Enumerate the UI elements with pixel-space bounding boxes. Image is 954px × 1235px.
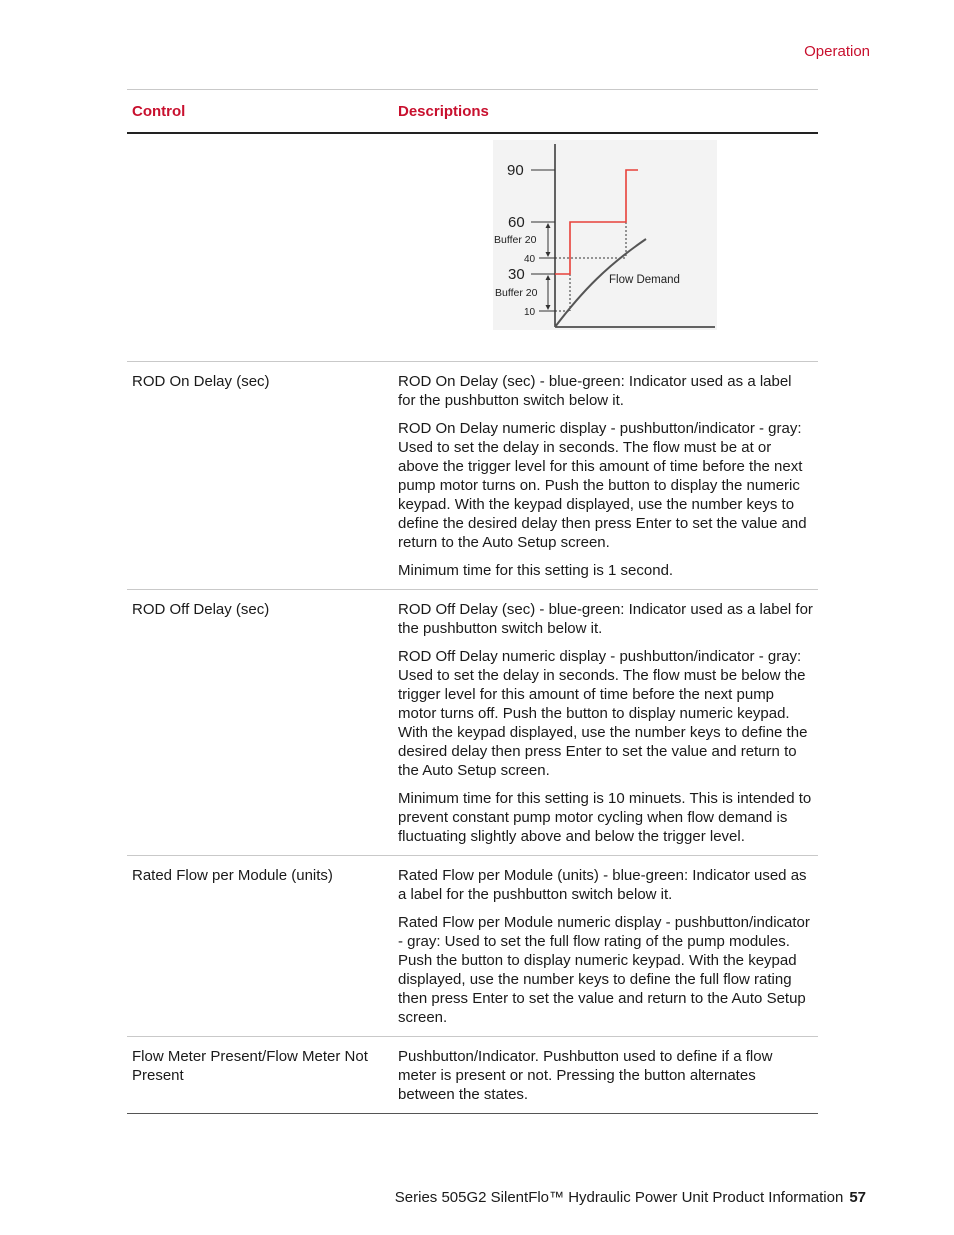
tick-label-30: 30 (508, 266, 525, 283)
table-row (127, 590, 818, 856)
description-paragraph: Rated Flow per Module numeric display - pushbutton/indicator - gray: Used to set the full flow rating of the pump modules. Push the button to display numeric keypad. With the keypad displayed, use the number keys to define the full flow rating then press Enter to set the value and return to the Auto Setup screen. (398, 914, 810, 1026)
page-number: 57 (849, 1189, 866, 1206)
column-header-descriptions: Descriptions (398, 103, 489, 120)
description-paragraph: ROD Off Delay numeric display - pushbutton/indicator - gray: Used to set the delay in seconds. The flow must be below the trigger level for this amount of time before the next pump motor turns off. Push the button to display numeric keypad. With the keypad displayed, use the number keys to define the desired delay then press Enter to set the value and return to the Auto Setup screen. (398, 648, 808, 779)
table-row (127, 1037, 818, 1114)
controls-table (127, 89, 818, 1114)
description (398, 362, 813, 580)
control-name: Flow Meter Present/Flow Meter Not Present (132, 1048, 368, 1084)
running-head-section: Operation (804, 43, 870, 60)
tick-label-90: 90 (507, 162, 524, 179)
page-footer (395, 1189, 866, 1206)
buffer-label-lower: Buffer 20 (495, 287, 538, 299)
control-name: ROD On Delay (sec) (132, 373, 270, 390)
tick-label-40: 40 (524, 254, 536, 265)
table-header (127, 89, 818, 134)
column-header-control: Control (132, 103, 186, 120)
description-paragraph: Pushbutton/Indicator. Pushbutton used to define if a flow meter is present or not. Pressing the button alternates between the states. (398, 1048, 773, 1103)
footer-document-title: Series 505G2 SilentFlo™ Hydraulic Power Unit Product Information (394, 1189, 844, 1206)
tick-label-10: 10 (524, 307, 536, 318)
control-name: ROD Off Delay (sec) (132, 601, 270, 618)
table-row (127, 362, 818, 590)
figure-row (127, 134, 818, 362)
description-paragraph: Minimum time for this setting is 10 minuets. This is intended to prevent constant pump motor cycling when flow demand is fluctuating slightly above and below the trigger level. (398, 790, 812, 845)
tick-label-60: 60 (508, 214, 525, 231)
flow-demand-label: Flow Demand (609, 274, 680, 286)
description-paragraph: Minimum time for this setting is 1 second. (398, 562, 674, 579)
description-paragraph: ROD On Delay (sec) - blue-green: Indicator used as a label for the pushbutton switch below it. (398, 373, 792, 409)
table-row (127, 856, 818, 1037)
description-paragraph: ROD On Delay numeric display - pushbutton/indicator - gray: Used to set the delay in seconds. The flow must be at or above the trigger level for this amount of time before the next pump motor turns on. Push the button to display the numeric keypad. With the keypad displayed, use the number keys to define the desired delay then press Enter to set the value and return to the Auto Setup screen. (398, 420, 807, 551)
buffer-label-upper: Buffer 20 (494, 234, 537, 246)
trigger-buffer-figure (493, 140, 717, 330)
description (398, 1037, 813, 1104)
description (398, 856, 813, 1027)
description-paragraph: Rated Flow per Module (units) - blue-green: Indicator used as a label for the pushbutton switch below it. (398, 867, 807, 903)
description (398, 590, 813, 846)
description-paragraph: ROD Off Delay (sec) - blue-green: Indicator used as a label for the pushbutton switch below it. (398, 601, 813, 637)
control-name: Rated Flow per Module (units) (132, 867, 333, 884)
